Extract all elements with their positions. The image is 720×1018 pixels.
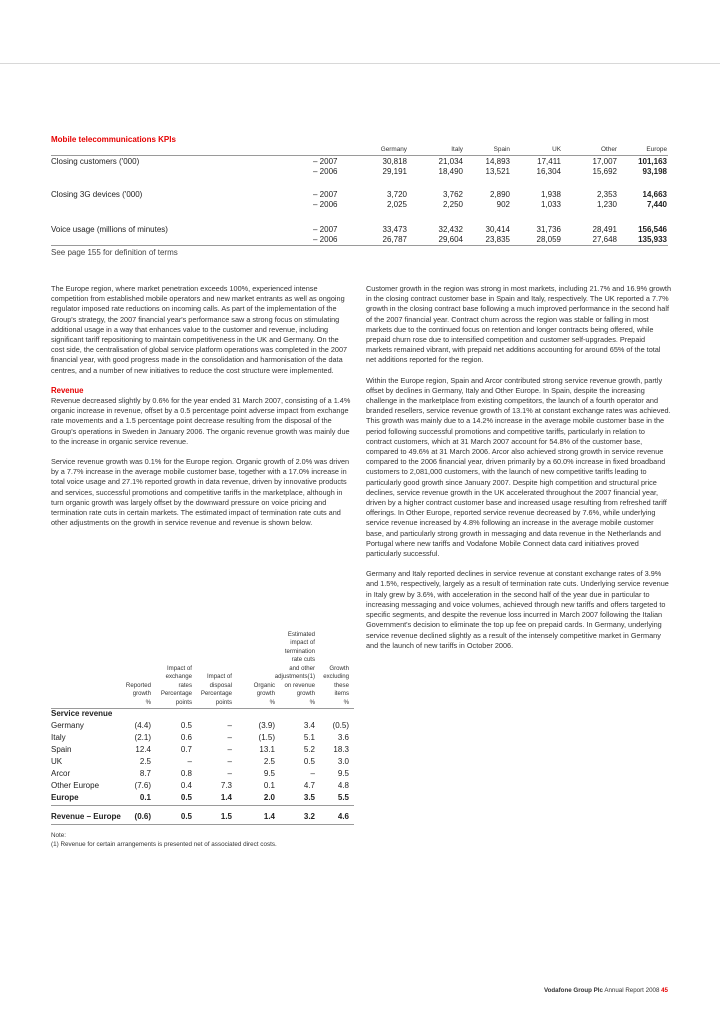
kpi-cell: 902: [496, 200, 510, 209]
kpi-row-year: – 2007: [313, 157, 338, 166]
growth-revenue-europe-cell: (0.6): [134, 812, 151, 821]
growth-cell: –: [227, 769, 232, 778]
kpi-cell: 23,835: [485, 235, 510, 244]
growth-cell: 7.3: [220, 781, 232, 790]
kpi-row-year: – 2006: [313, 200, 338, 209]
service-revenue-paragraph: Service revenue growth was 0.1% for the Europe region. Organic growth of 2.0% was driven by a 7.7% increase in the average mobile customer base, together with a 17.0% increase in total voice usage and 27.1% reported growth in data revenue, driven by innovative products and services, successful promotions and competitive tariffs in the marketplace, although in turn organic growth was largely offset by the downward pressure on voice pricing and termination rate cuts in certain markets. The estimated impact of termination rate cuts and other adjustments on the growth in service revenue and revenue is shown below.: [51, 457, 350, 528]
page-number: 45: [661, 987, 668, 994]
kpi-cell: 29,604: [438, 235, 463, 244]
growth-cell: (3.9): [258, 721, 275, 730]
kpi-row-year: – 2007: [313, 225, 338, 234]
kpi-cell: 135,933: [638, 235, 667, 244]
kpi-cell: 30,414: [485, 225, 510, 234]
kpi-row-year: – 2006: [313, 167, 338, 176]
growth-cell: 0.5: [180, 721, 192, 730]
kpi-cell: 7,440: [646, 200, 667, 209]
growth-europe-cell: 0.5: [180, 793, 192, 802]
kpi-row-label: Closing customers ('000): [51, 157, 140, 166]
kpi-cell: 31,736: [536, 225, 561, 234]
germany-italy-paragraph: Germany and Italy reported declines in service revenue at constant exchange rates of 3.9% and 1.5%, respectively, largely as a result of termination rate cuts. Underlying service revenue in Italy grew by 3.6%, with acceleration in the second half of the year due in particular to increasing messaging and voice volumes, achieved through new tariffs and offers targeted to specific segments, and despite the revenue loss incurred in March 2007 following the Italian Government's decision to eliminate the top up fee on prepaid cards. In Germany, underlying service revenue declined slightly as a result of the intensely competitive market in Germany and the launch of new tariffs in October 2006.: [366, 569, 669, 650]
footer-company: Vodafone Group Plc: [543, 987, 603, 994]
growth-europe-cell: 0.1: [139, 793, 151, 802]
growth-cell: 3.6: [337, 733, 349, 742]
growth-cell: (1.5): [258, 733, 275, 742]
growth-revenue-europe-cell: 3.2: [303, 812, 315, 821]
kpi-column-header: UK: [552, 146, 561, 153]
growth-europe-cell: 5.5: [337, 793, 349, 802]
growth-cell: 0.1: [263, 781, 275, 790]
kpi-cell: 1,033: [540, 200, 561, 209]
growth-cell: (4.4): [134, 721, 151, 730]
kpi-cell: 2,353: [596, 190, 617, 199]
growth-cell: 5.1: [303, 733, 315, 742]
kpi-row-year: – 2006: [313, 235, 338, 244]
kpi-cell: 32,432: [438, 225, 463, 234]
growth-bottom-rule: [51, 824, 354, 825]
top-rule: [0, 63, 720, 64]
growth-cell: 4.8: [337, 781, 349, 790]
growth-column-header: Estimated impact of termination rate cuts and other adjustments(1) on revenue growth %: [274, 630, 315, 706]
growth-cell: 8.7: [139, 769, 151, 778]
growth-cell: 12.4: [135, 745, 151, 754]
kpi-cell: 3,720: [386, 190, 407, 199]
kpi-cell: 16,304: [536, 167, 561, 176]
kpi-row-year: – 2007: [313, 190, 338, 199]
page-footer: [544, 987, 668, 994]
growth-cell: 0.4: [180, 781, 192, 790]
kpi-column-header: Spain: [493, 146, 510, 153]
growth-revenue-europe-label: Revenue – Europe: [51, 812, 121, 821]
footer-report: Annual Report 2008: [602, 987, 662, 994]
growth-cell: 3.4: [303, 721, 315, 730]
kpi-cell: 14,663: [642, 190, 667, 199]
kpi-note: See page 155 for definition of terms: [51, 248, 178, 257]
growth-cell: 3.0: [337, 757, 349, 766]
kpi-cell: 2,250: [442, 200, 463, 209]
kpi-cell: 14,893: [485, 157, 510, 166]
growth-cell: –: [187, 757, 192, 766]
growth-cell: 0.7: [180, 745, 192, 754]
kpi-cell: 156,546: [638, 225, 667, 234]
right-column: [366, 284, 671, 661]
growth-cell: 2.5: [263, 757, 275, 766]
growth-revenue-europe-cell: 0.5: [180, 812, 192, 821]
kpi-cell: 28,059: [536, 235, 561, 244]
growth-column-header: Reported growth %: [125, 681, 151, 706]
growth-note: (1) Revenue for certain arrangements is presented net of associated direct costs.: [51, 841, 277, 848]
kpi-cell: 1,230: [596, 200, 617, 209]
kpi-row-label: Closing 3G devices ('000): [51, 190, 143, 199]
kpi-bottom-rule: [51, 245, 668, 246]
kpi-cell: 17,411: [537, 157, 561, 166]
growth-cell: –: [227, 757, 232, 766]
growth-column-header: Impact of exchange rates Percentage points: [160, 664, 192, 706]
kpi-cell: 2,890: [489, 190, 510, 199]
revenue-heading: Revenue: [51, 385, 84, 395]
left-column: [51, 284, 351, 538]
growth-cell: –: [227, 721, 232, 730]
growth-revenue-europe-cell: 4.6: [337, 812, 349, 821]
kpi-cell: 26,787: [382, 235, 407, 244]
growth-cell: 0.8: [180, 769, 192, 778]
intro-paragraph: The Europe region, where market penetration exceeds 100%, experienced intense competition from established mobile operators and new market entrants as well as ongoing regulator imposed rate reductions on incoming calls. As part of the implementation of the Group's strategy, the 2007 financial year's performance saw a strong focus on stimulating additional usage in a way that enhances value to the customer and revenue, including significant tariff repositioning to maintain competitiveness in the UK and Germany. On the cost side, the centralisation of global service platform operations was completed in the 2007 financial year, with good progress made in the consolidation and harmonisation of the data centres, and a number of new initiatives to reduce the cost structure were implemented.: [51, 284, 348, 375]
kpi-cell: 17,007: [592, 157, 617, 166]
growth-europe-label: Europe: [51, 793, 79, 802]
growth-row-label: Other Europe: [51, 781, 100, 790]
growth-row-label: Arcor: [51, 769, 71, 778]
growth-cell: (0.5): [332, 721, 349, 730]
growth-cell: (7.6): [134, 781, 151, 790]
growth-cell: –: [227, 733, 232, 742]
growth-europe-cell: 3.5: [303, 793, 315, 802]
kpi-title: Mobile telecommunications KPIs: [51, 135, 176, 144]
growth-cell: (2.1): [134, 733, 151, 742]
kpi-cell: 27,648: [592, 235, 617, 244]
kpi-column-header: Other: [601, 146, 617, 153]
growth-cell: 2.5: [139, 757, 151, 766]
kpi-cell: 30,818: [382, 157, 407, 166]
growth-cell: 9.5: [263, 769, 275, 778]
growth-row-label: UK: [51, 757, 63, 766]
growth-cell: 13.1: [259, 745, 275, 754]
growth-row-label: Spain: [51, 745, 72, 754]
kpi-cell: 1,938: [540, 190, 561, 199]
growth-cell: 4.7: [303, 781, 315, 790]
growth-column-header: Impact of disposal Percentage points: [200, 673, 232, 706]
market-paragraph: Within the Europe region, Spain and Arcor contributed strong service revenue growth, partly offset by declines in Germany, Italy and Other Europe. In Spain, despite the increasing challenge in the marketplace from existing competitors, the launch of a fourth operator and branded resellers, service revenue growth of 13.1% at constant exchange rates was achieved. This growth was mainly due to a 14.2% increase in the average mobile customer base in the period following successful promotions and competitive tariffs, particularly in relation to contract customers, which at 31 March 2007 account for 54.8% of the customer base, compared to 49.6% at 31 March 2006. Arcor also achieved strong growth in service revenue compared to the 2006 financial year, driven primarily by a 60.0% increase in fixed broadband customers to 2,081,000 customers, with the launch of new competitive tariffs leading to particularly good growth since January 2007. Despite high competition and structural price declines, service revenue growth in the UK accelerated throughout the 2007 financial year, driven by a higher contract customer base and increased usage resulting from refreshed tariff offerings. In Other Europe, reported service revenue decreased by 7.6%, while underlying service revenue increased by 4.8% following an increase in the average mobile customer base, and particularly strong growth in messaging and data revenue in the Netherlands and Portugal where new tariffs and Vodafone Mobile Connect data card initiatives proved particularly successful.: [366, 375, 671, 559]
growth-europe-cell: 1.4: [220, 793, 232, 802]
growth-cell: 18.3: [333, 745, 349, 754]
kpi-cell: 18,490: [438, 167, 463, 176]
kpi-column-header: Europe: [646, 146, 667, 153]
kpi-row-label: Voice usage (millions of minutes): [51, 225, 168, 234]
growth-revenue-europe-cell: 1.5: [220, 812, 232, 821]
kpi-header-rule: [51, 155, 668, 156]
kpi-cell: 21,034: [438, 157, 463, 166]
growth-cell: 0.6: [180, 733, 192, 742]
growth-cell: –: [227, 745, 232, 754]
growth-revenue-europe-cell: 1.4: [263, 812, 275, 821]
growth-europe-cell: 2.0: [263, 793, 275, 802]
growth-europe-rule: [51, 805, 354, 806]
kpi-cell: 15,692: [592, 167, 617, 176]
kpi-cell: 29,191: [382, 167, 407, 176]
growth-column-header: Growth excluding these items %: [323, 664, 349, 706]
kpi-column-header: Germany: [380, 146, 407, 153]
growth-cell: 9.5: [337, 769, 349, 778]
kpi-cell: 3,762: [442, 190, 463, 199]
growth-cell: –: [310, 769, 315, 778]
growth-cell: 0.5: [303, 757, 315, 766]
kpi-cell: 93,198: [642, 167, 667, 176]
kpi-cell: 101,163: [638, 157, 667, 166]
customer-growth-paragraph: Customer growth in the region was strong in most markets, including 21.7% and 16.9% growth in the closing contract customer base in Spain and Italy, respectively. The UK reported a 7.7% growth in the closing contract base following a much improved performance in the second half of the 2007 financial year. Contract churn across the region was stable or falling in most markets due to the continued focus on retention and longer contracts being offered, while prepaid churn rose due to intensified competition and customer self-upgrades. Prepaid markets remained vibrant, with prepaid net additions accounting for around 65% of the total net additions reported for the region.: [366, 284, 672, 365]
growth-section-title: Service revenue: [51, 709, 113, 718]
growth-column-header: Organic growth %: [253, 681, 275, 706]
growth-row-label: Germany: [51, 721, 84, 730]
kpi-cell: 33,473: [382, 225, 407, 234]
revenue-paragraph: Revenue decreased slightly by 0.6% for the year ended 31 March 2007, consisting of a 1.4% organic increase in revenue, offset by a 0.5 percentage point adverse impact from exchange rate movements and a 1.5 percentage point decrease resulting from the disposal of the Group's operations in Sweden in January 2006. The organic revenue growth was mainly due to the increase in organic service revenue.: [51, 396, 351, 446]
kpi-cell: 28,491: [592, 225, 617, 234]
growth-note-title: Note:: [51, 832, 67, 839]
growth-cell: 5.2: [303, 745, 315, 754]
kpi-cell: 13,521: [485, 167, 510, 176]
growth-row-label: Italy: [51, 733, 66, 742]
kpi-column-header: Italy: [451, 146, 463, 153]
kpi-cell: 2,025: [386, 200, 407, 209]
